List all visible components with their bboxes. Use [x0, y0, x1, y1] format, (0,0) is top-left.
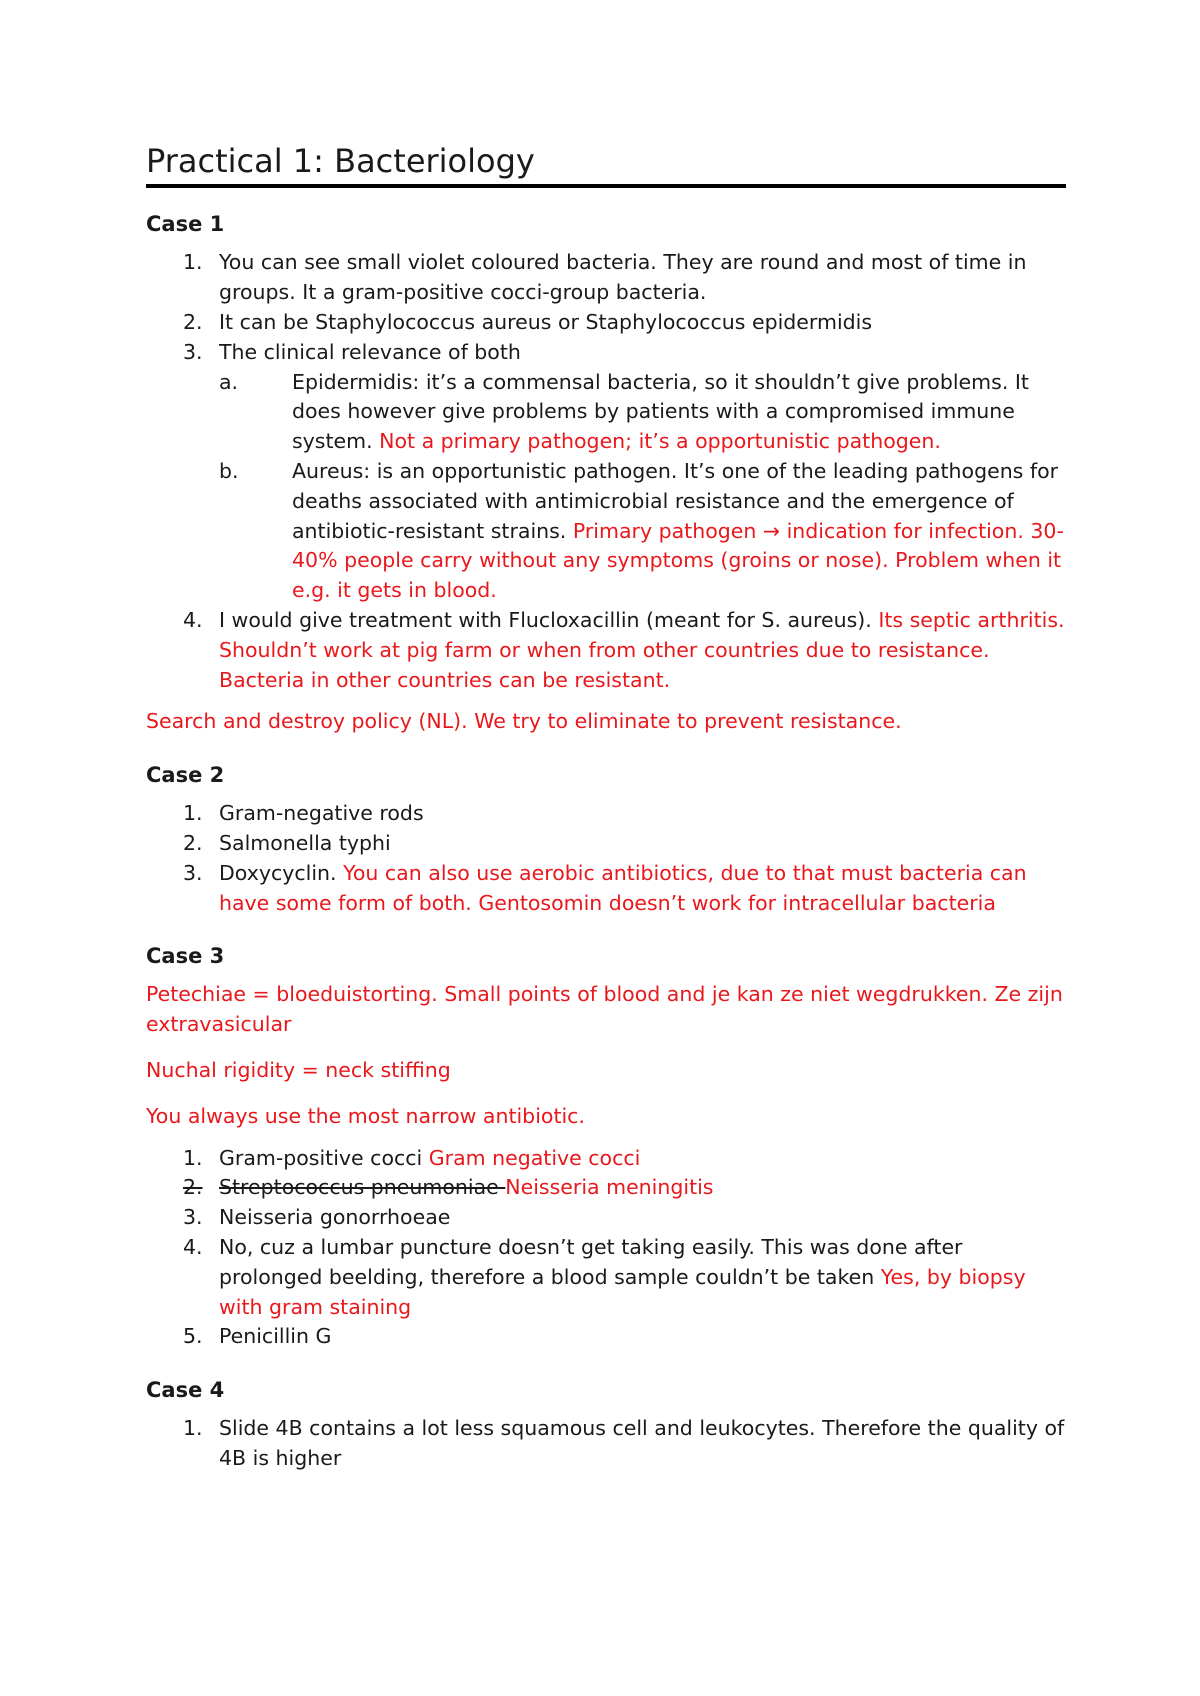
list-item: 3. Doxycyclin. You can also use aerobic antibiotics, due to that must bacteria can have some form of both. Gentosomin doesn’t work for intracellular bacteria [183, 860, 1027, 915]
list-item: 1. Gram-positive cocci Gram negative cocci [183, 1145, 641, 1170]
annotation-red: Primary pathogen → indication for infection. 30-40% people carry without any symptoms (groins or nose). Problem when it e.g. it gets in blood. [292, 518, 1064, 603]
annotation-red: Not a primary pathogen; it’s a opportunistic pathogen. [379, 429, 941, 454]
case-3-note: Nuchal rigidity = neck stiffing [146, 1057, 451, 1082]
case-2-heading: Case 2 [146, 763, 225, 788]
list-item: 1. Slide 4B contains a lot less squamous cell and leukocytes. Therefore the quality of 4B is higher [183, 1416, 1065, 1470]
case-4-heading: Case 4 [146, 1378, 225, 1403]
list-item: 4. I would give treatment with Flucloxacillin (meant for S. aureus). Its septic arthritis. Shouldn’t work at pig farm or when from other countries due to resistance. Bacteria in other countries can be resistant. [183, 607, 1065, 692]
list-item: 2. Streptococcus pneumoniae Neisseria meningitis [183, 1175, 714, 1200]
annotation-red: Its septic arthritis. Shouldn’t work at pig farm or when from other countries due to resistance. Bacteria in other countries can be resistant. [219, 607, 1065, 692]
case-2-list [146, 799, 1066, 918]
list-item: 1. Gram-negative rods [183, 801, 424, 826]
list-item: 2. Salmonella typhi [183, 830, 391, 855]
case-4-list [146, 1414, 1066, 1474]
list-item: 3. Neisseria gonorrhoeae [183, 1205, 451, 1230]
list-item: 4. No, cuz a lumbar puncture doesn’t get taking easily. This was done after prolonged beelding, therefore a blood sample couldn’t be taken Yes, by biopsy with gram staining [183, 1234, 1026, 1319]
case-3-list [146, 1144, 1066, 1353]
sub-list-item: a. Epidermidis: it’s a commensal bacteria, so it shouldn’t give problems. It does however give problems by patients with a compromised immune system. Not a primary pathogen; it’s a opportunistic pathogen. [219, 369, 1029, 454]
annotation-red: Neisseria meningitis [505, 1175, 714, 1200]
sub-list-item: b. Aureus: is an opportunistic pathogen. It’s one of the leading pathogens for deaths associated with antimicrobial resistance and the emergence of antibiotic-resistant strains. Primary pathogen → indication for infection. 30-40% people carry without any symptoms (groins or nose). Problem when it e.g. it gets in blood. [219, 458, 1064, 603]
case-3-heading: Case 3 [146, 944, 225, 969]
annotation-red: Yes, by biopsy with gram staining [219, 1264, 1026, 1319]
annotation-red: Gram negative cocci [428, 1145, 641, 1170]
list-item: 3. The clinical relevance of both a. Epidermidis: it’s a commensal bacteria, so it shouldn’t give problems. It does however give problems by patients with a compromised immune system. Not a primary pathogen; it’s a opportunistic pathogen. b. Aureus: is an opportunistic pathogen. It’s one of the leading pathogens for deaths associated with antimicrobial resistance and the emergence of antibiotic-resistant strains. Primary pathogen → indication for infection. 30-40% people carry without any symptoms (groins or nose). Problem when it e.g. it gets in blood. [146, 338, 1066, 606]
case-1-sublist [219, 368, 1066, 606]
case-1-list [146, 248, 1066, 695]
struck-text: Streptococcus pneumoniae [219, 1175, 506, 1200]
case-3-note: You always use the most narrow antibiotic. [146, 1103, 585, 1128]
case-1-heading: Case 1 [146, 212, 225, 237]
list-item: 2. It can be Staphylococcus aureus or Staphylococcus epidermidis [183, 309, 873, 334]
page-title: Practical 1: Bacteriology [146, 142, 1066, 188]
case-1-note: Search and destroy policy (NL). We try to eliminate to prevent resistance. [146, 709, 902, 734]
list-item: 1. You can see small violet coloured bacteria. They are round and most of time in groups. It a gram-positive cocci-group bacteria. [183, 250, 1027, 305]
annotation-red: You can also use aerobic antibiotics, due to that must bacteria can have some form of both. Gentosomin doesn’t work for intracellular bacteria [219, 860, 1027, 915]
list-item: 5. Penicillin G [183, 1324, 332, 1349]
document-content [146, 142, 1066, 1474]
case-3-note: Petechiae = bloeduistorting. Small points of blood and je kan ze niet wegdrukken. Ze zijn extravasicular [146, 982, 1063, 1037]
